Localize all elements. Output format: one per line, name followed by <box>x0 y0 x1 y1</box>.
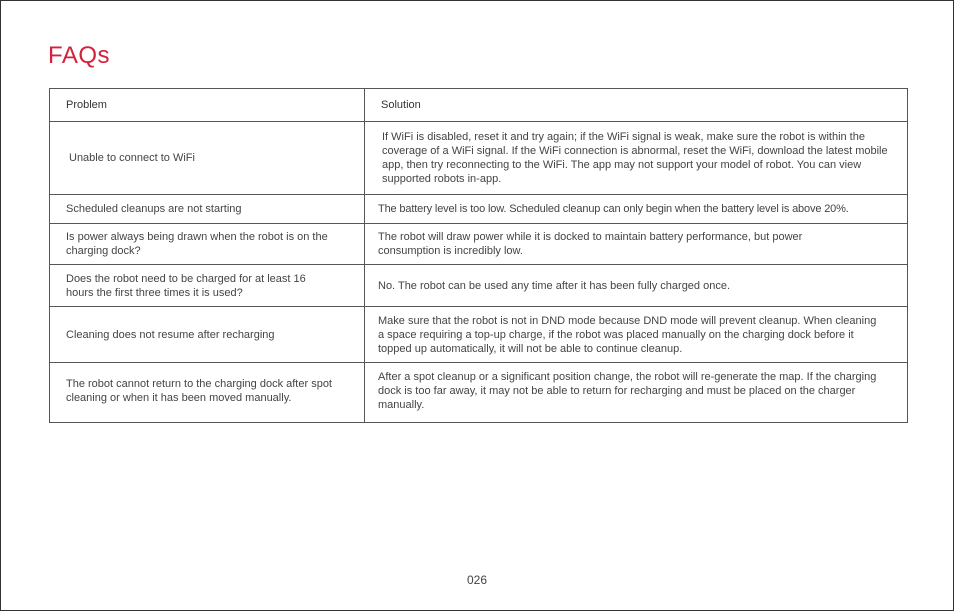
table-header-row <box>50 89 908 122</box>
table-row <box>50 307 908 363</box>
table-row <box>50 363 908 423</box>
solution-cell: The robot will draw power while it is docked to maintain battery performance, but power consumption is incredibly low. <box>365 224 908 265</box>
table-row <box>50 265 908 307</box>
solution-column-header: Solution <box>365 89 908 122</box>
page-number: 026 <box>466 573 488 587</box>
problem-cell: Is power always being drawn when the robot is on the charging dock? <box>50 224 365 265</box>
problem-cell: The robot cannot return to the charging dock after spot cleaning or when it has been moved manually. <box>50 363 365 423</box>
problem-cell: Scheduled cleanups are not starting <box>50 195 365 224</box>
solution-cell: Make sure that the robot is not in DND mode because DND mode will prevent cleanup. When cleaning a space requiring a top-up charge, if the robot was placed manually on the charging dock before it topped up automatically, it will not be able to continue cleanup. <box>365 307 908 363</box>
solution-cell: The battery level is too low. Scheduled cleanup can only begin when the battery level is above 20%. <box>365 195 908 224</box>
problem-cell: Does the robot need to be charged for at least 16 hours the first three times it is used? <box>50 265 365 307</box>
table-row <box>50 195 908 224</box>
page-title: FAQs <box>48 42 111 69</box>
table-row <box>50 224 908 265</box>
solution-cell: If WiFi is disabled, reset it and try again; if the WiFi signal is weak, make sure the robot is within the coverage of a WiFi signal. If the WiFi connection is abnormal, reset the WiFi, download the latest mobile app, then try reconnecting to the WiFi. The app may not support your model of robot. You can view supported robots in-app. <box>365 122 908 195</box>
problem-column-header: Problem <box>50 89 365 122</box>
faq-table <box>49 88 908 423</box>
problem-cell: Cleaning does not resume after recharging <box>50 307 365 363</box>
table-row <box>50 122 908 195</box>
solution-cell: After a spot cleanup or a significant position change, the robot will re-generate the map. If the charging dock is too far away, it may not be able to return for recharging and must be placed on the charger manually. <box>365 363 908 423</box>
problem-cell: Unable to connect to WiFi <box>50 122 365 195</box>
solution-cell: No. The robot can be used any time after it has been fully charged once. <box>365 265 908 307</box>
